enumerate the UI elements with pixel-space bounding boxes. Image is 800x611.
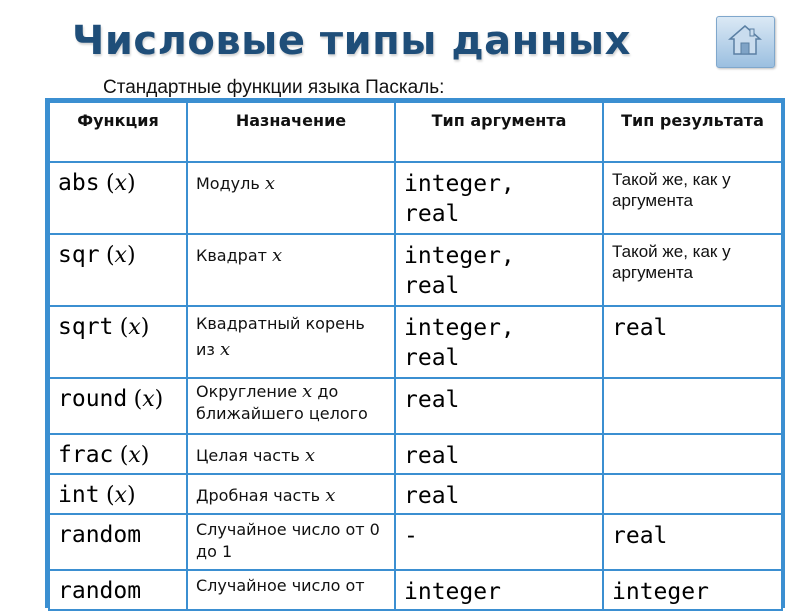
table-row	[49, 514, 782, 570]
arg-type-cell: real	[395, 434, 603, 474]
function-cell: abs (x)	[49, 162, 187, 234]
function-cell: random	[49, 514, 187, 570]
function-cell: sqrt (x)	[49, 306, 187, 378]
table-row	[49, 234, 782, 306]
result-type-cell: Такой же, как у аргумента	[603, 234, 782, 306]
subtitle: Стандартные функции языка Паскаль:	[103, 77, 445, 98]
purpose-cell: Дробная часть x	[187, 474, 395, 514]
home-icon	[728, 23, 762, 57]
function-cell: round (x)	[49, 378, 187, 434]
function-cell: sqr (x)	[49, 234, 187, 306]
table-row	[49, 378, 782, 434]
function-cell: frac (x)	[49, 434, 187, 474]
table-row	[49, 434, 782, 474]
header-purpose: Назначение	[187, 102, 395, 162]
purpose-cell: Квадрат x	[187, 234, 395, 306]
header-arg-type: Тип аргумента	[395, 102, 603, 162]
result-type-cell	[603, 378, 782, 434]
result-type-cell: Такой же, как у аргумента	[603, 162, 782, 234]
arg-type-cell: real	[395, 474, 603, 514]
arg-type-cell: integer	[395, 570, 603, 610]
result-type-cell	[603, 474, 782, 514]
table-row	[49, 570, 782, 610]
purpose-cell: Целая часть x	[187, 434, 395, 474]
home-button[interactable]	[716, 16, 775, 68]
functions-table	[48, 101, 783, 611]
arg-type-cell: integer, real	[395, 234, 603, 306]
purpose-cell: Округление x до ближайшего целого	[187, 378, 395, 434]
purpose-cell: Случайное число от 0 до 1	[187, 514, 395, 570]
function-cell: random	[49, 570, 187, 610]
arg-type-cell: -	[395, 514, 603, 570]
function-cell: int (x)	[49, 474, 187, 514]
arg-type-cell: integer, real	[395, 306, 603, 378]
page-title: Числовые типы данных	[72, 18, 631, 64]
table-row	[49, 474, 782, 514]
header-function: Функция	[49, 102, 187, 162]
result-type-cell: real	[603, 306, 782, 378]
purpose-cell: Модуль x	[187, 162, 395, 234]
table-row	[49, 306, 782, 378]
arg-type-cell: integer, real	[395, 162, 603, 234]
purpose-cell: Квадратный корень из x	[187, 306, 395, 378]
purpose-cell: Случайное число от	[187, 570, 395, 610]
table-header-row	[49, 102, 782, 162]
arg-type-cell: real	[395, 378, 603, 434]
result-type-cell: integer	[603, 570, 782, 610]
result-type-cell	[603, 434, 782, 474]
header-result-type: Тип результата	[603, 102, 782, 162]
table-row	[49, 162, 782, 234]
result-type-cell: real	[603, 514, 782, 570]
